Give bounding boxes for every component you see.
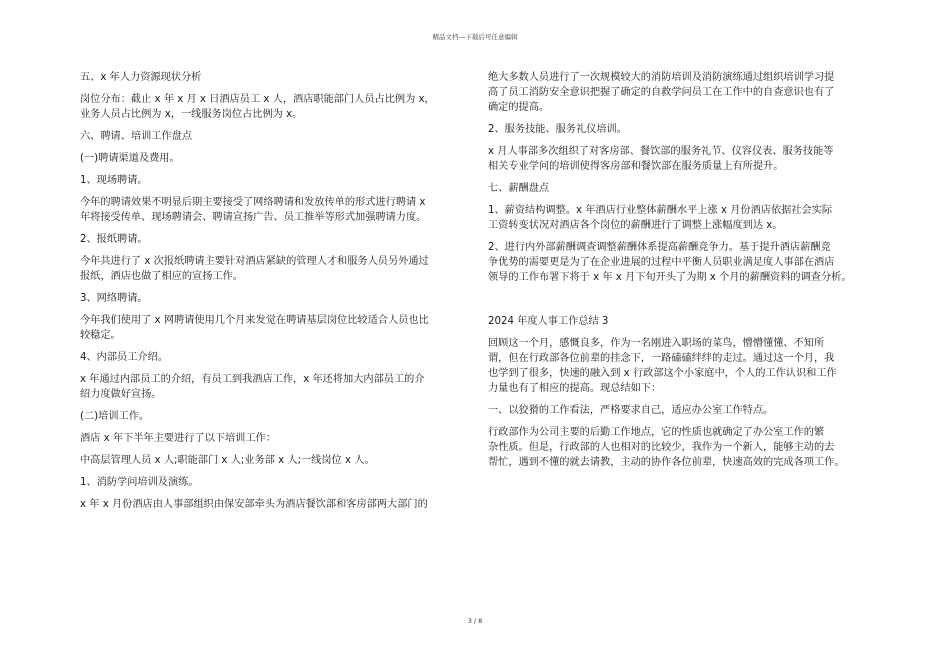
text-line: 2、服务技能、服务礼仪培训。 bbox=[488, 124, 627, 135]
paragraph bbox=[80, 129, 452, 144]
paragraph bbox=[488, 292, 880, 307]
text-line: 今年的聘请效果不明显后期主要接受了网络聘请和发放传单的形式进行聘请 x bbox=[80, 197, 426, 208]
text-line: 业务人员占比例为 x，一线服务岗位占比例为 x。 bbox=[80, 109, 303, 120]
text-line: (二)培训工作。 bbox=[80, 411, 150, 422]
text-line: 1、消防学问培训及演练。 bbox=[80, 477, 199, 488]
text-line: 工资转变状况对酒店各个岗位的薪酬进行了调整上涨幅度到达 x。 bbox=[488, 220, 783, 231]
text-line: 杂性质。但是，行政部的人也相对的比较少，我作为一个新人，能够主动的去 bbox=[488, 442, 835, 453]
paragraph bbox=[80, 475, 452, 490]
paragraph bbox=[80, 431, 452, 446]
text-line: 六、聘请、培训工作盘点 bbox=[80, 131, 193, 142]
paragraph bbox=[488, 70, 880, 115]
paragraph bbox=[80, 70, 452, 85]
right-column bbox=[488, 70, 880, 477]
text-line: 七、薪酬盘点 bbox=[488, 183, 550, 194]
text-line: 2024 年度人事工作总结 3 bbox=[488, 316, 609, 327]
paragraph bbox=[488, 240, 880, 285]
text-line: x 年通过内部员工的介绍，有员工到我酒店工作，x 年还将加大内部员工的介 bbox=[80, 374, 425, 385]
paragraph bbox=[488, 336, 880, 396]
text-line: (一)聘请渠道及费用。 bbox=[80, 153, 180, 164]
text-line: 中高层管理人员 x 人;职能部门 x 人;业务部 x 人;一线岗位 x 人。 bbox=[80, 455, 375, 466]
text-line: 报纸，酒店也做了相应的宣扬工作。 bbox=[80, 271, 243, 282]
text-line: 绍力度做好宣扬。 bbox=[80, 389, 162, 400]
paragraph bbox=[80, 254, 452, 284]
text-line: 今年我们使用了 x 网聘请使用几个月来发觉在聘请基层岗位比较适合人员也比 bbox=[80, 315, 429, 326]
text-line: 4、内部员工介绍。 bbox=[80, 352, 168, 363]
paragraph bbox=[488, 425, 880, 470]
text-line: 2、报纸聘请。 bbox=[80, 234, 148, 245]
paragraph bbox=[80, 350, 452, 365]
paragraph bbox=[80, 291, 452, 306]
text-line: 争优势的需要更是为了在企业进展的过程中平衡人员职业满足度人事部在酒店 bbox=[488, 257, 835, 268]
text-line: 岗位分布：截止 x 年 x 月 x 日酒店员工 x 人，酒店职能部门人员占比例为 x， bbox=[80, 94, 435, 105]
text-line: 行政部作为公司主要的后勤工作地点，它的性质也就确定了办公室工作的繁 bbox=[488, 427, 825, 438]
text-line: 今年共进行了 x 次报纸聘请主要针对酒店紧缺的管理人才和服务人员另外通过 bbox=[80, 256, 429, 267]
paragraph bbox=[488, 314, 880, 329]
paragraph bbox=[80, 313, 452, 343]
text-line: x 月人事部多次组织了对客房部、餐饮部的服务礼节、仪容仪表、服务技能等 bbox=[488, 146, 834, 157]
text-line: 帮忙，遇到不懂的就去请教，主动的协作各位前辈，快速高效的完成各项工作。 bbox=[488, 457, 845, 468]
text-line: 相关专业学问的培训使得客房部和餐饮部在服务质量上有所提升。 bbox=[488, 161, 784, 172]
paragraph bbox=[488, 144, 880, 174]
text-line: 领导的工作布署下将于 x 年 x 月下旬开头了为期 x 个月的薪酬资料的调查分析。 bbox=[488, 272, 852, 283]
text-line: x 年 x 月份酒店由人事部组织由保安部牵头为酒店餐饮部和客房部两大部门的 bbox=[80, 499, 428, 510]
text-line: 回顾这一个月，感慨良多，作为一名刚进入职场的菜鸟，懵懵懂懂、不知所 bbox=[488, 338, 825, 349]
text-line: 年将接受传单、现场聘请会、聘请宣扬广告、员工推举等形式加强聘请力度。 bbox=[80, 212, 427, 223]
text-line: 1、现场聘请。 bbox=[80, 175, 148, 186]
paragraph bbox=[80, 151, 452, 166]
text-line: 1、薪资结构调整。x 年酒店行业整体薪酬水平上涨 x 月份酒店依据社会实际 bbox=[488, 205, 833, 216]
page-number: 3 / 8 bbox=[467, 617, 483, 625]
paragraph bbox=[80, 232, 452, 247]
paragraph bbox=[488, 181, 880, 196]
text-line: 一、以狡猾的工作看法，严格要求自己，适应办公室工作特点。 bbox=[488, 405, 774, 416]
text-line: 高了员工消防安全意识把握了确定的自救学问员工在工作中的自查意识也有了 bbox=[488, 87, 835, 98]
text-line: 确定的提高。 bbox=[488, 102, 550, 113]
text-line: 较稳定。 bbox=[80, 330, 121, 341]
paragraph bbox=[488, 122, 880, 137]
text-line: 3、网络聘请。 bbox=[80, 293, 148, 304]
paragraph bbox=[488, 203, 880, 233]
paragraph bbox=[80, 409, 452, 424]
page-header: 精品文档---下载后可任意编辑 bbox=[432, 33, 518, 41]
left-column bbox=[80, 70, 452, 519]
paragraph bbox=[80, 173, 452, 188]
text-line: 五、x 年人力资源现状分析 bbox=[80, 72, 202, 83]
paragraph bbox=[80, 372, 452, 402]
text-line: 2、进行内外部薪酬调查调整薪酬体系提高薪酬竞争力。基于提升酒店薪酬竞 bbox=[488, 242, 831, 253]
paragraph bbox=[80, 195, 452, 225]
text-line: 酒店 x 年下半年主要进行了以下培训工作： bbox=[80, 433, 276, 444]
text-line: 力量也有了相应的提高。现总结如下： bbox=[488, 383, 662, 394]
paragraph bbox=[80, 92, 452, 122]
text-line: 也学到了很多，快速的融入到 x 行政部这个小家庭中，个人的工作认识和工作 bbox=[488, 368, 837, 379]
text-line: 绝大多数人员进行了一次规模较大的消防培训及消防演练通过组织培训学习提 bbox=[488, 72, 835, 83]
text-line bbox=[488, 292, 880, 307]
text-line: 谓，但在行政部各位前辈的挂念下，一路磕磕绊绊的走过。通过这一个月，我 bbox=[488, 353, 835, 364]
paragraph bbox=[80, 453, 452, 468]
paragraph bbox=[80, 497, 452, 512]
paragraph bbox=[488, 403, 880, 418]
